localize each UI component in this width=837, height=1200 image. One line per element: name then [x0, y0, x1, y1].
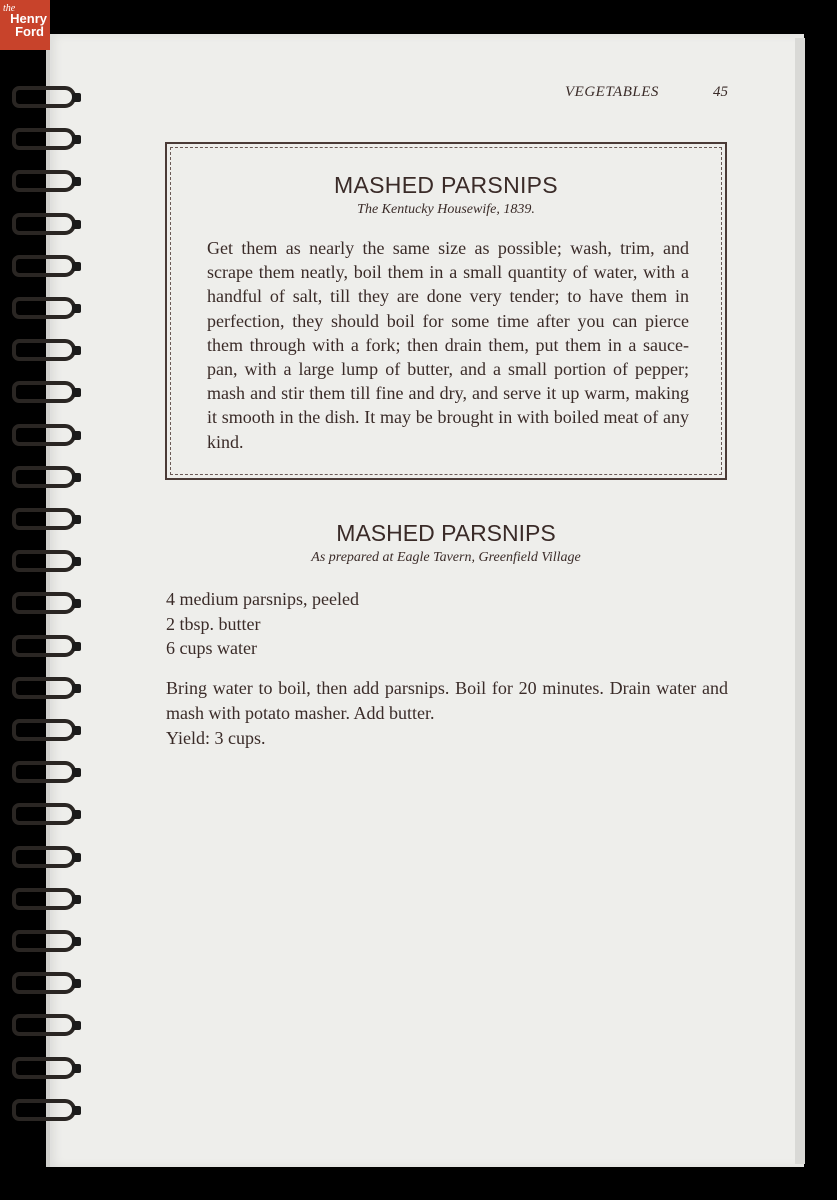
binding-ring — [12, 677, 78, 703]
ingredient-list — [166, 587, 359, 661]
logo-ford: Ford — [15, 24, 44, 39]
binding-ring — [12, 635, 78, 661]
historic-recipe-source: The Kentucky Housewife, 1839. — [357, 202, 535, 217]
binding-ring — [12, 761, 78, 787]
ingredient-item: 2 tbsp. butter — [166, 613, 261, 634]
section-title: VEGETABLES — [565, 84, 659, 100]
ingredient-item: 4 medium parsnips, peeled — [166, 589, 359, 609]
binding-ring — [12, 930, 78, 956]
binding-ring — [12, 381, 78, 407]
binding-ring — [12, 170, 78, 196]
binding-ring — [12, 1014, 78, 1040]
binding-ring — [12, 972, 78, 998]
binding-ring — [12, 213, 78, 239]
binding-ring — [12, 1099, 78, 1125]
binding-ring — [12, 803, 78, 829]
binding-ring — [12, 128, 78, 154]
binding-ring — [12, 424, 78, 450]
page-edge — [795, 38, 805, 1164]
binding-ring — [12, 592, 78, 618]
binding-ring — [12, 339, 78, 365]
binding-ring — [12, 1057, 78, 1083]
binding-ring — [12, 888, 78, 914]
binding-ring — [12, 508, 78, 534]
recipe-method — [166, 676, 728, 751]
binding-ring — [12, 466, 78, 492]
historic-recipe-box — [165, 142, 727, 480]
henry-ford-logo — [0, 0, 50, 50]
modern-recipe-source: As prepared at Eagle Tavern, Greenfield Village — [311, 550, 581, 565]
modern-recipe-title: MASHED PARSNIPS — [336, 520, 556, 546]
ingredient-item: 6 cups water — [166, 638, 257, 658]
binding-ring — [12, 255, 78, 281]
page-number: 45 — [713, 84, 728, 100]
binding-ring — [12, 86, 78, 112]
recipe-yield: Yield: 3 cups. — [166, 728, 266, 748]
binding-ring — [12, 719, 78, 745]
binding-ring — [12, 550, 78, 576]
method-text: Bring water to boil, then add parsnips. Boil for 20 minutes. Drain water and mash with potato masher. Add butter. — [166, 678, 728, 723]
binding-ring — [12, 846, 78, 872]
logo-henry: Henry — [10, 11, 47, 26]
historic-recipe-text: Get them as nearly the same size as possible; wash, trim, and scrape them neatly, boil them in a small quantity of water, with a handful of salt, till they are done very tender; to have them in perfection, they should boil for some time after you can pierce them through with a fork; then drain them, put them in a sauce-pan, with a large lump of butter, and a small portion of pepper; mash and stir them till fine and dry, and serve it up warm, making it smooth in the dish. It may be brought in with boiled meat of any kind. — [207, 238, 689, 452]
binding-ring — [12, 297, 78, 323]
historic-recipe-title: MASHED PARSNIPS — [334, 172, 558, 198]
logo-the: the — [3, 3, 16, 14]
